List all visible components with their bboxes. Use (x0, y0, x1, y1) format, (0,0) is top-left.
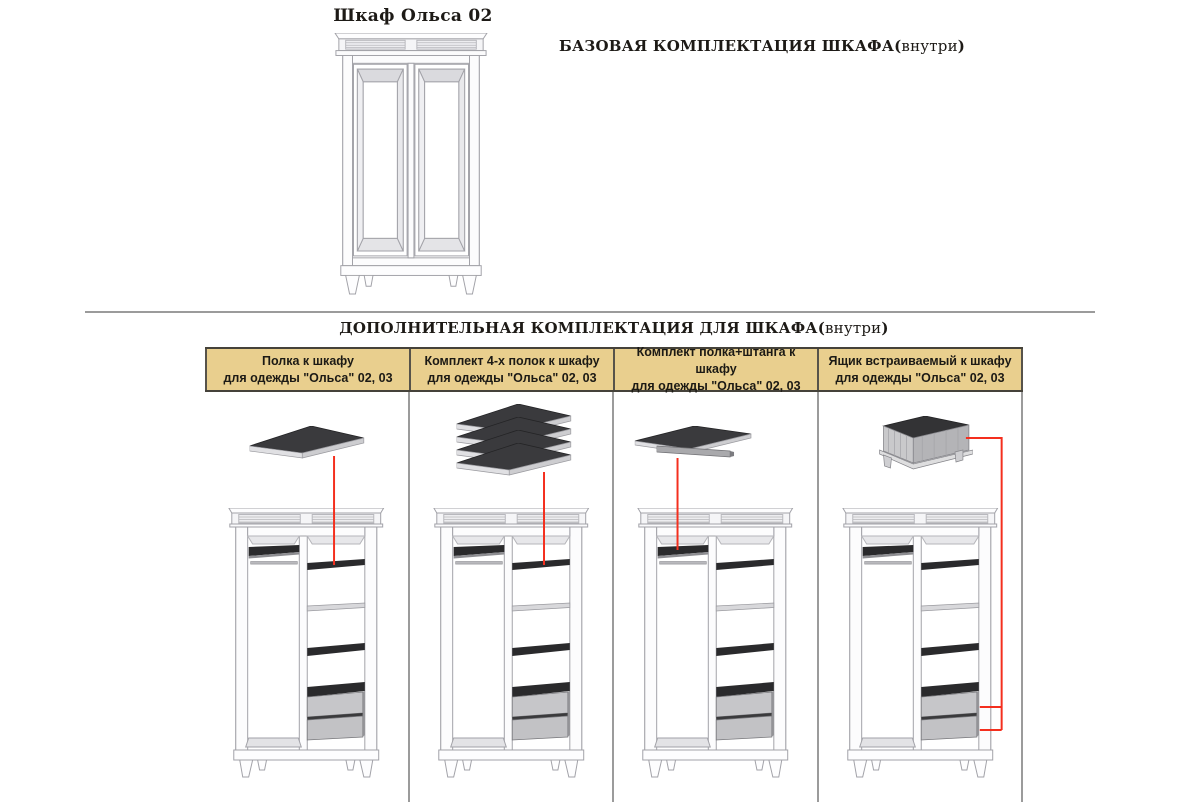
column-drawer (819, 392, 1024, 802)
base-config-heading-main: БАЗОВАЯ КОМПЛЕКТАЦИЯ ШКАФА( (559, 37, 902, 55)
closed-wardrobe-drawing (333, 33, 489, 295)
header-drawer-line2: для одежды "Ольса" 02, 03 (835, 370, 1005, 385)
header-four-shelves-line2: для одежды "Ольса" 02, 03 (427, 370, 597, 385)
header-cell-four-shelves (411, 349, 615, 390)
header-drawer-line1: Ящик встраиваемый к шкафу (828, 353, 1012, 368)
base-config-heading (559, 37, 965, 55)
header-shelf-line1: Полка к шкафу (261, 353, 354, 368)
wardrobe-interior-drawing (638, 508, 793, 777)
base-config-heading-close: ) (957, 37, 966, 55)
column-shelf-rod (614, 392, 819, 802)
accessory-table-header (205, 347, 1023, 392)
column-four-shelves (410, 392, 615, 802)
header-cell-shelf-rod (615, 345, 819, 393)
section-divider (85, 311, 1095, 313)
shelf-rod-diagram (614, 392, 817, 802)
accessory-table-body (205, 392, 1023, 802)
drawer-diagram (819, 392, 1022, 802)
wardrobe-interior-drawing (842, 508, 997, 777)
header-cell-drawer (819, 349, 1023, 390)
shelf-diagram (205, 392, 408, 802)
accessory-table (205, 347, 1023, 802)
header-shelf-line2: для одежды "Ольса" 02, 03 (223, 370, 393, 385)
header-shelf-rod-line2: для одежды "Ольса" 02, 03 (631, 378, 801, 393)
four-shelf-stack-icon (456, 404, 570, 475)
column-shelf (205, 392, 410, 802)
shelf-with-rod-icon (635, 426, 751, 457)
extra-config-heading-main: ДОПОЛНИТЕЛЬНАЯ КОМПЛЕКТАЦИЯ ДЛЯ ШКАФА( (339, 319, 826, 337)
four-shelves-diagram (410, 392, 613, 802)
wardrobe-interior-drawing (433, 508, 588, 777)
extra-config-heading-note: внутри (825, 319, 882, 337)
page-title: Шкаф Ольса 02 (333, 6, 493, 26)
base-config-heading-note: внутри (901, 37, 958, 55)
extra-config-heading-close: ) (881, 319, 889, 337)
header-four-shelves-line1: Комплект 4-х полок к шкафу (424, 353, 600, 368)
single-shelf-icon (250, 426, 364, 458)
drawer-box-icon (879, 416, 972, 469)
wardrobe-interior-drawing (229, 508, 384, 777)
header-cell-shelf (205, 349, 411, 390)
extra-config-heading (205, 319, 1023, 337)
header-shelf-rod-line1: Комплект полка+штанга к шкафу (636, 345, 796, 377)
